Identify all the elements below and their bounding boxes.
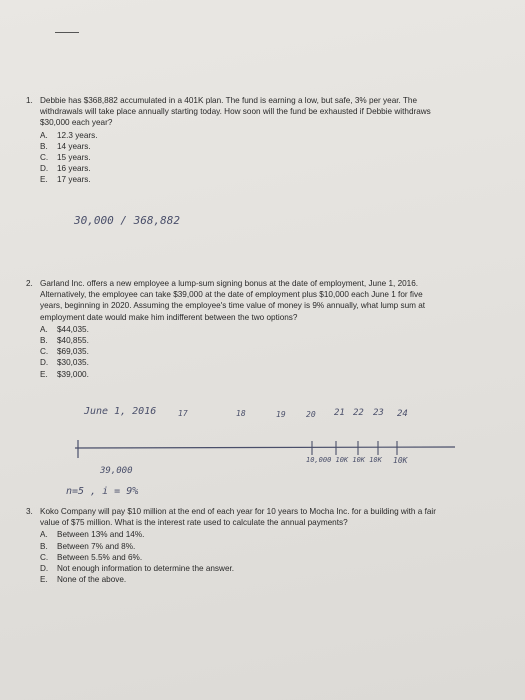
option-d: D. Not enough information to determine the answer. xyxy=(40,564,235,574)
option-c: C. 15 years. xyxy=(40,153,91,163)
timeline-payments: 10,000 10K 10K 10K xyxy=(306,456,382,464)
timeline-year-20: 20 xyxy=(306,410,316,419)
timeline-payment-last: 10K xyxy=(393,456,408,465)
handwritten-n-i: n=5 , i = 9% xyxy=(66,486,139,497)
timeline-year-23: 23 xyxy=(373,408,384,418)
timeline-year-17: 17 xyxy=(178,409,188,418)
timeline-year-19: 19 xyxy=(276,410,286,419)
options-list xyxy=(40,529,510,585)
option-d: D. $30,035. xyxy=(40,358,89,368)
option-a: A. Between 13% and 14%. xyxy=(40,530,145,540)
question-stem: Debbie has $368,882 accumulated in a 401K plan. The fund is earning a low, but safe, 3% per year. The withdrawals will take place annually starting today. How soon will the fund be exhausted if Debbie withdraws $30,000 each year? xyxy=(40,96,431,128)
option-a: A. 12.3 years. xyxy=(40,130,98,140)
question-number: 1. xyxy=(26,96,33,105)
question-stem: Garland Inc. offers a new employee a lump-sum signing bonus at the date of employment, June 1, 2016. Alternatively, the employee can take $39,000 at the date of employment plus $10,000 each June 1 for five years, beginning in 2020. Assuming the employee's time value of money is 9% annually, what lump sum at employment date would make him indifferent between the two options? xyxy=(40,279,426,322)
handwritten-calc-q1: 30,000 / 368,882 xyxy=(74,214,180,227)
option-e: E. 17 years. xyxy=(40,175,91,185)
timeline-start-date: June 1, 2016 xyxy=(84,406,157,417)
option-c: C. $69,035. xyxy=(40,347,89,357)
option-c: C. Between 5.5% and 6%. xyxy=(40,552,143,562)
timeline-year-24: 24 xyxy=(397,409,408,419)
question-stem: Koko Company will pay $10 million at the end of each year for 10 years to Mocha Inc. for a building with a fair value of $75 million. What is the interest rate used to calculate the annual payments? xyxy=(40,507,436,528)
option-e: E. $39,000. xyxy=(40,369,89,379)
timeline-year-21: 21 xyxy=(334,408,345,418)
option-a: A. $44,035. xyxy=(40,324,89,334)
question-3 xyxy=(26,506,510,585)
timeline-year-18: 18 xyxy=(236,409,246,418)
timeline-amount-now: 39,000 xyxy=(100,466,133,476)
option-b: B. Between 7% and 8%. xyxy=(40,541,136,551)
question-number: 3. xyxy=(26,507,33,516)
option-b: B. $40,855. xyxy=(40,336,89,346)
timeline-year-22: 22 xyxy=(353,408,364,418)
option-d: D. 16 years. xyxy=(40,164,91,174)
question-number: 2. xyxy=(26,279,33,288)
option-b: B. 14 years. xyxy=(40,141,91,151)
option-e: E. None of the above. xyxy=(40,575,127,585)
